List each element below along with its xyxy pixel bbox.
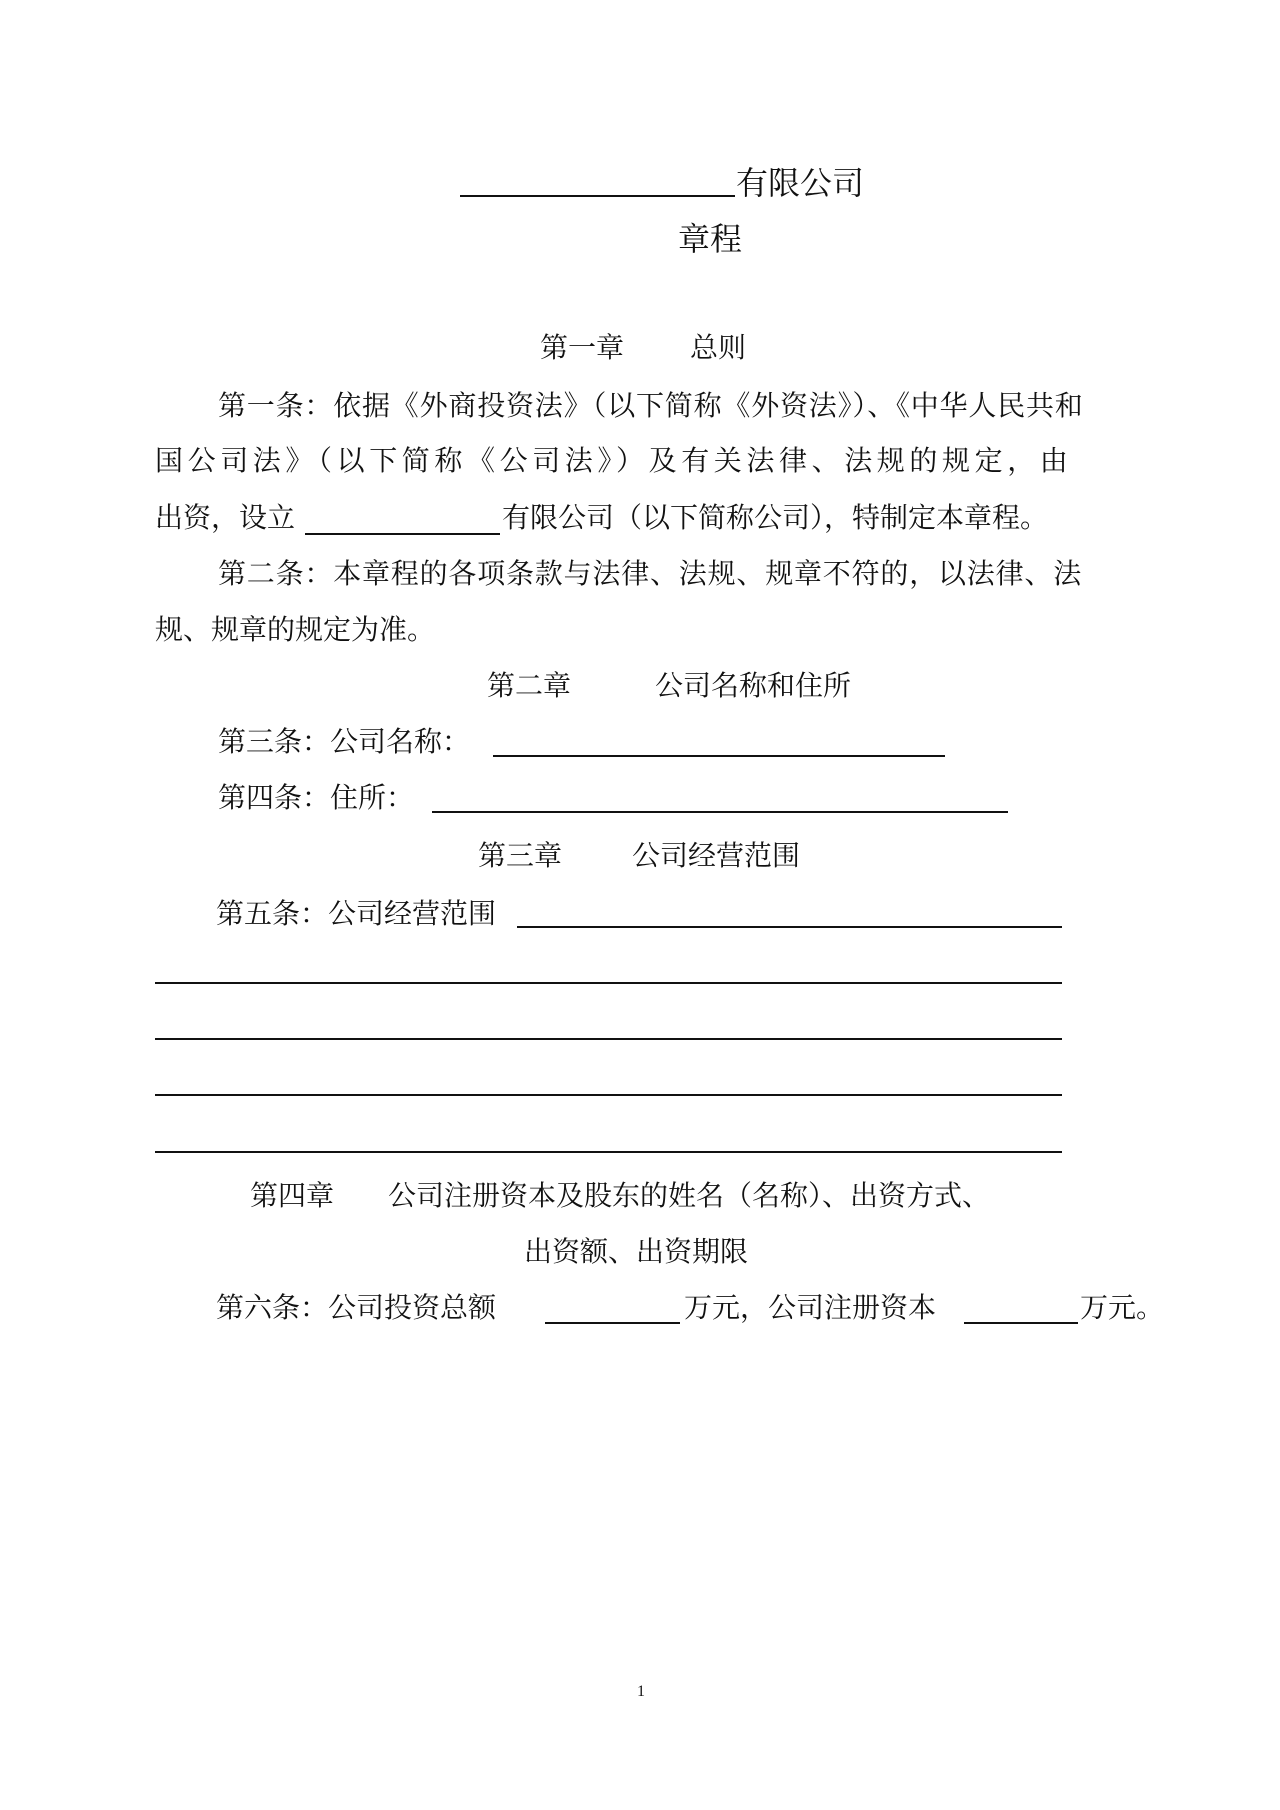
chapter-3-title: 公司经营范围 (632, 839, 801, 872)
article-6-unit1: 万元，公司注册资本 (684, 1291, 937, 1324)
article-5-scope-blank-3[interactable] (155, 1038, 1062, 1040)
article-6-unit2: 万元。 (1080, 1291, 1165, 1324)
article-5-scope-blank-4[interactable] (155, 1094, 1062, 1096)
article-1-line3-suffix: 有限公司（以下简称公司），特制定本章程。 (502, 501, 1049, 534)
chapter-4-title-line2: 出资额、出资期限 (524, 1235, 749, 1268)
chapter-4-label: 第四章 (250, 1179, 335, 1212)
title-company-suffix: 有限公司 (736, 164, 865, 202)
article-4-label: 第四条：住所： (218, 781, 415, 814)
article-5-scope-blank-1[interactable] (517, 926, 1062, 928)
article-5-scope-blank-5[interactable] (155, 1151, 1062, 1153)
article-3-label: 第三条：公司名称： (218, 725, 471, 758)
chapter-1-title: 总则 (690, 331, 747, 364)
article-2-line1: 第二条：本章程的各项条款与法律、法规、规章不符的，以法律、法 (218, 557, 1083, 590)
article-5-label: 第五条：公司经营范围 (216, 897, 497, 930)
article-5-scope-blank-2[interactable] (155, 982, 1062, 984)
chapter-1-label: 第一章 (540, 331, 625, 364)
company-name-blank[interactable] (460, 195, 735, 197)
chapter-2-label: 第二章 (487, 669, 572, 702)
article-1-line3-prefix: 出资，设立 (155, 501, 296, 534)
article-1-line1: 第一条：依据《外商投资法》（以下简称《外资法》）、《中华人民共和 (218, 389, 1084, 422)
article-1-line2: 国公司法》（以下简称《公司法》）及有关法律、法规的规定，由 (155, 444, 1073, 477)
chapter-4-title-line1: 公司注册资本及股东的姓名（名称）、出资方式、 (388, 1179, 991, 1212)
article-2-line2: 规、规章的规定为准。 (155, 613, 436, 646)
article-6-capital-blank[interactable] (964, 1322, 1078, 1324)
article-1-company-blank[interactable] (305, 533, 500, 535)
chapter-3-label: 第三章 (478, 839, 563, 872)
chapter-2-title: 公司名称和住所 (655, 669, 852, 702)
article-6-investment-blank[interactable] (545, 1322, 680, 1324)
title-subtitle: 章程 (678, 220, 743, 258)
article-3-company-name-blank[interactable] (493, 755, 945, 757)
page-number: 1 (637, 1683, 645, 1700)
article-6-label: 第六条：公司投资总额 (216, 1291, 497, 1324)
article-4-address-blank[interactable] (432, 811, 1008, 813)
